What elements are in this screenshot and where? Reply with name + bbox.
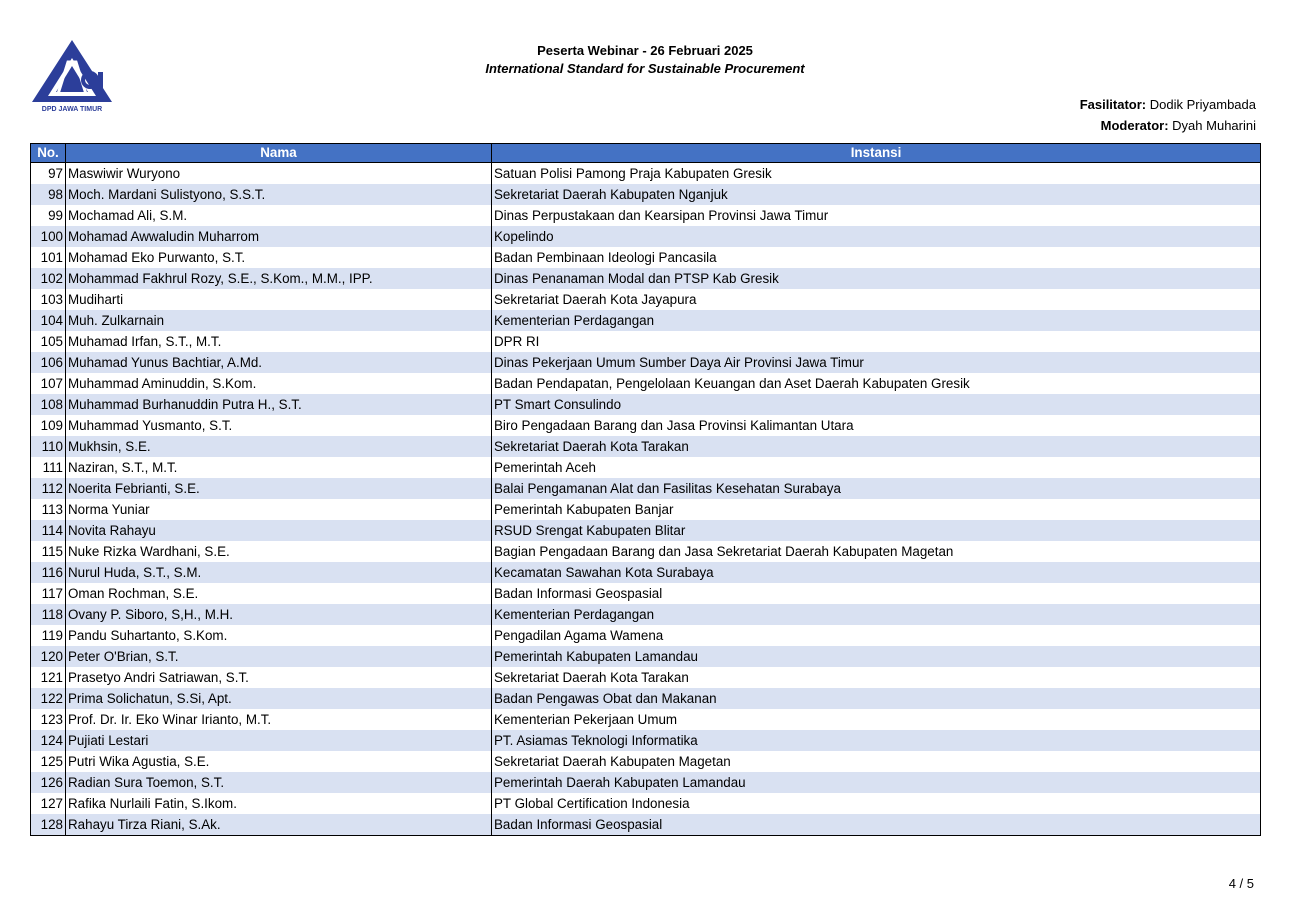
table-row — [31, 793, 1261, 814]
cell-nama: Prima Solichatun, S.Si, Apt. — [66, 688, 492, 709]
column-header-no: No. — [31, 144, 66, 163]
cell-no: 123 — [31, 709, 66, 730]
cell-instansi: Kementerian Perdagangan — [492, 310, 1261, 331]
table-row — [31, 163, 1261, 185]
cell-nama: Mohamad Eko Purwanto, S.T. — [66, 247, 492, 268]
cell-instansi: Pengadilan Agama Wamena — [492, 625, 1261, 646]
logo-text: DPD JAWA TIMUR — [41, 106, 103, 113]
cell-no: 119 — [31, 625, 66, 646]
cell-instansi: Pemerintah Kabupaten Lamandau — [492, 646, 1261, 667]
cell-no: 107 — [31, 373, 66, 394]
cell-nama: Pujiati Lestari — [66, 730, 492, 751]
table-row — [31, 814, 1261, 836]
cell-no: 124 — [31, 730, 66, 751]
cell-nama: Norma Yuniar — [66, 499, 492, 520]
cell-nama: Mohamad Awwaludin Muharrom — [66, 226, 492, 247]
cell-nama: Novita Rahayu — [66, 520, 492, 541]
table-row — [31, 625, 1261, 646]
staff-info — [1080, 94, 1256, 136]
table-row — [31, 289, 1261, 310]
participants-table — [30, 143, 1261, 836]
cell-instansi: Sekretariat Daerah Kota Tarakan — [492, 436, 1261, 457]
table-row — [31, 499, 1261, 520]
cell-nama: Muh. Zulkarnain — [66, 310, 492, 331]
column-header-instansi: Instansi — [492, 144, 1261, 163]
cell-no: 101 — [31, 247, 66, 268]
cell-instansi: PT Smart Consulindo — [492, 394, 1261, 415]
moderator-line — [1080, 115, 1256, 136]
cell-no: 120 — [31, 646, 66, 667]
cell-no: 97 — [31, 163, 66, 185]
cell-nama: Nurul Huda, S.T., S.M. — [66, 562, 492, 583]
table-row — [31, 730, 1261, 751]
cell-no: 103 — [31, 289, 66, 310]
cell-no: 106 — [31, 352, 66, 373]
table-row — [31, 436, 1261, 457]
cell-nama: Mohammad Fakhrul Rozy, S.E., S.Kom., M.M., IPP. — [66, 268, 492, 289]
table-row — [31, 373, 1261, 394]
cell-no: 113 — [31, 499, 66, 520]
cell-no: 108 — [31, 394, 66, 415]
cell-no: 126 — [31, 772, 66, 793]
cell-instansi: Badan Pengawas Obat dan Makanan — [492, 688, 1261, 709]
cell-nama: Muhammad Yusmanto, S.T. — [66, 415, 492, 436]
cell-instansi: Kopelindo — [492, 226, 1261, 247]
document-subtitle: International Standard for Sustainable Procurement — [485, 61, 805, 76]
cell-nama: Radian Sura Toemon, S.T. — [66, 772, 492, 793]
cell-instansi: Balai Pengamanan Alat dan Fasilitas Kesehatan Surabaya — [492, 478, 1261, 499]
cell-nama: Nuke Rizka Wardhani, S.E. — [66, 541, 492, 562]
cell-nama: Noerita Febrianti, S.E. — [66, 478, 492, 499]
table-row — [31, 583, 1261, 604]
cell-no: 109 — [31, 415, 66, 436]
cell-no: 127 — [31, 793, 66, 814]
cell-nama: Rafika Nurlaili Fatin, S.Ikom. — [66, 793, 492, 814]
cell-instansi: Kementerian Perdagangan — [492, 604, 1261, 625]
cell-no: 122 — [31, 688, 66, 709]
cell-instansi: Badan Pembinaan Ideologi Pancasila — [492, 247, 1261, 268]
table-row — [31, 562, 1261, 583]
table-row — [31, 604, 1261, 625]
cell-instansi: Sekretariat Daerah Kabupaten Magetan — [492, 751, 1261, 772]
cell-nama: Moch. Mardani Sulistyono, S.S.T. — [66, 184, 492, 205]
cell-nama: Oman Rochman, S.E. — [66, 583, 492, 604]
cell-no: 102 — [31, 268, 66, 289]
cell-instansi: Satuan Polisi Pamong Praja Kabupaten Gresik — [492, 163, 1261, 185]
cell-no: 115 — [31, 541, 66, 562]
cell-nama: Putri Wika Agustia, S.E. — [66, 751, 492, 772]
cell-instansi: Bagian Pengadaan Barang dan Jasa Sekretariat Daerah Kabupaten Magetan — [492, 541, 1261, 562]
cell-no: 114 — [31, 520, 66, 541]
cell-nama: Prof. Dr. Ir. Eko Winar Irianto, M.T. — [66, 709, 492, 730]
moderator-name: Dyah Muharini — [1172, 118, 1256, 133]
moderator-label: Moderator: — [1100, 118, 1169, 133]
table-row — [31, 520, 1261, 541]
table-header-row — [31, 144, 1261, 163]
table-row — [31, 184, 1261, 205]
cell-nama: Prasetyo Andri Satriawan, S.T. — [66, 667, 492, 688]
cell-no: 98 — [31, 184, 66, 205]
cell-nama: Muhammad Aminuddin, S.Kom. — [66, 373, 492, 394]
cell-nama: Pandu Suhartanto, S.Kom. — [66, 625, 492, 646]
cell-nama: Muhammad Burhanuddin Putra H., S.T. — [66, 394, 492, 415]
table-row — [31, 541, 1261, 562]
cell-no: 112 — [31, 478, 66, 499]
cell-instansi: RSUD Srengat Kabupaten Blitar — [492, 520, 1261, 541]
fasilitator-label: Fasilitator: — [1079, 97, 1147, 112]
cell-nama: Muhamad Yunus Bachtiar, A.Md. — [66, 352, 492, 373]
cell-nama: Naziran, S.T., M.T. — [66, 457, 492, 478]
table-row — [31, 709, 1261, 730]
cell-instansi: DPR RI — [492, 331, 1261, 352]
table-row — [31, 268, 1261, 289]
table-row — [31, 331, 1261, 352]
cell-nama: Peter O'Brian, S.T. — [66, 646, 492, 667]
cell-instansi: Badan Pendapatan, Pengelolaan Keuangan dan Aset Daerah Kabupaten Gresik — [492, 373, 1261, 394]
table-row — [31, 205, 1261, 226]
cell-nama: Maswiwir Wuryono — [66, 163, 492, 185]
table-row — [31, 751, 1261, 772]
cell-instansi: Kementerian Pekerjaan Umum — [492, 709, 1261, 730]
table-row — [31, 415, 1261, 436]
table-row — [31, 688, 1261, 709]
cell-no: 128 — [31, 814, 66, 836]
cell-nama: Muhamad Irfan, S.T., M.T. — [66, 331, 492, 352]
cell-nama: Rahayu Tirza Riani, S.Ak. — [66, 814, 492, 836]
cell-no: 110 — [31, 436, 66, 457]
table-row — [31, 247, 1261, 268]
cell-no: 104 — [31, 310, 66, 331]
cell-nama: Mukhsin, S.E. — [66, 436, 492, 457]
cell-instansi: Pemerintah Aceh — [492, 457, 1261, 478]
cell-instansi: Dinas Pekerjaan Umum Sumber Daya Air Provinsi Jawa Timur — [492, 352, 1261, 373]
cell-instansi: Sekretariat Daerah Kota Jayapura — [492, 289, 1261, 310]
table-body — [31, 163, 1261, 836]
cell-instansi: Dinas Penanaman Modal dan PTSP Kab Gresik — [492, 268, 1261, 289]
fasilitator-line — [1080, 94, 1256, 115]
table-row — [31, 226, 1261, 247]
cell-no: 125 — [31, 751, 66, 772]
cell-no: 100 — [31, 226, 66, 247]
table-row — [31, 352, 1261, 373]
cell-instansi: Sekretariat Daerah Kota Tarakan — [492, 667, 1261, 688]
cell-no: 105 — [31, 331, 66, 352]
cell-no: 116 — [31, 562, 66, 583]
cell-nama: Mudiharti — [66, 289, 492, 310]
cell-instansi: PT Global Certification Indonesia — [492, 793, 1261, 814]
table-row — [31, 310, 1261, 331]
page-number: 4 / 5 — [1228, 876, 1254, 891]
fasilitator-name: Dodik Priyambada — [1149, 97, 1256, 112]
cell-instansi: PT. Asiamas Teknologi Informatika — [492, 730, 1261, 751]
table-row — [31, 667, 1261, 688]
column-header-nama: Nama — [66, 144, 492, 163]
cell-no: 117 — [31, 583, 66, 604]
cell-no: 111 — [31, 457, 66, 478]
table-row — [31, 457, 1261, 478]
table-row — [31, 772, 1261, 793]
cell-nama: Ovany P. Siboro, S,H., M.H. — [66, 604, 492, 625]
cell-instansi: Sekretariat Daerah Kabupaten Nganjuk — [492, 184, 1261, 205]
cell-instansi: Badan Informasi Geospasial — [492, 583, 1261, 604]
cell-instansi: Badan Informasi Geospasial — [492, 814, 1261, 836]
document-title: Peserta Webinar - 26 Februari 2025 — [537, 43, 753, 58]
table-row — [31, 646, 1261, 667]
cell-nama: Mochamad Ali, S.M. — [66, 205, 492, 226]
cell-instansi: Pemerintah Daerah Kabupaten Lamandau — [492, 772, 1261, 793]
cell-instansi: Dinas Perpustakaan dan Kearsipan Provinsi Jawa Timur — [492, 205, 1261, 226]
cell-instansi: Biro Pengadaan Barang dan Jasa Provinsi Kalimantan Utara — [492, 415, 1261, 436]
cell-instansi: Pemerintah Kabupaten Banjar — [492, 499, 1261, 520]
document-title-block — [0, 42, 1290, 78]
cell-instansi: Kecamatan Sawahan Kota Surabaya — [492, 562, 1261, 583]
table-row — [31, 394, 1261, 415]
table-row — [31, 478, 1261, 499]
cell-no: 99 — [31, 205, 66, 226]
cell-no: 118 — [31, 604, 66, 625]
cell-no: 121 — [31, 667, 66, 688]
